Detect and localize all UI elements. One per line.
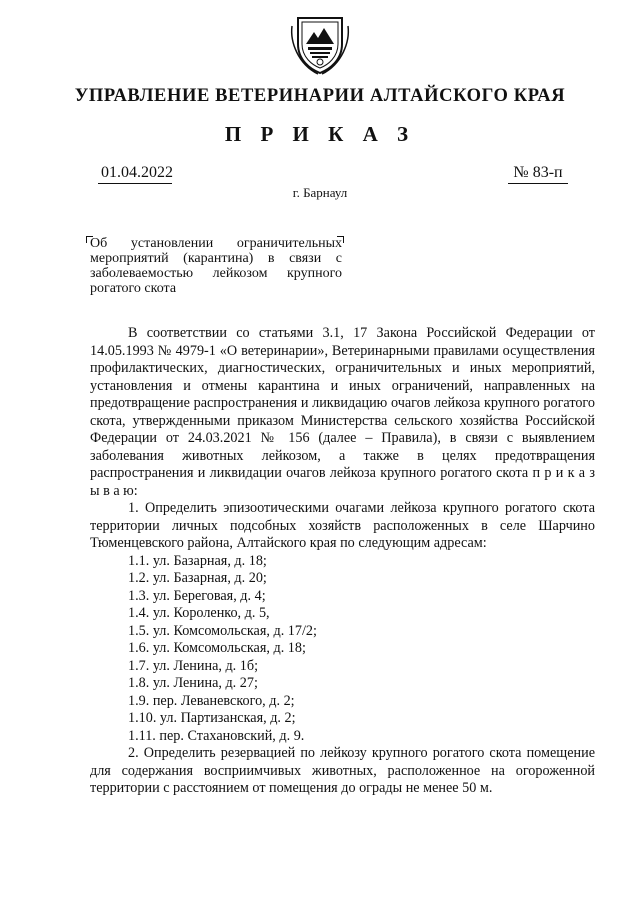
item-1-paragraph: 1. Определить эпизоотическими очагами лейкоза крупного рогатого скота территории личных подсобных хозяйств расположенных в селе Шарчино Тюменцевского района, Алтайского края по следующим адресам: (90, 500, 595, 551)
order-number: № 83-п (508, 164, 568, 184)
address-item: 1.2. ул. Базарная, д. 20; (128, 570, 267, 586)
address-item: 1.11. пер. Стахановский, д. 9. (128, 727, 305, 744)
address-item: 1.5. ул. Комсомольская, д. 17/2; (128, 622, 317, 639)
address-item: 1.4. ул. Короленко, д. 5, (128, 605, 270, 621)
city-name: г. Барнаул (292, 185, 348, 200)
organization-name: УПРАВЛЕНИЕ ВЕТЕРИНАРИИ АЛТАЙСКОГО КРАЯ (74, 86, 566, 106)
address-item: 1.8. ул. Ленина, д. 27; (128, 675, 258, 691)
order-subject: Об установлении ограничительных мероприятий (карантина) в связи с заболеваемостью лейкозом крупного рогатого скота (90, 236, 342, 296)
document-type-title: П Р И К А З (224, 122, 416, 146)
order-date: 01.04.2022 (98, 164, 172, 184)
address-item: 1.1. ул. Базарная, д. 18; (128, 552, 267, 569)
address-item: 1.9. пер. Леваневского, д. 2; (128, 692, 295, 709)
address-list (90, 553, 595, 746)
order-body (90, 325, 595, 798)
address-item: 1.7. ул. Ленина, д. 1б; (128, 657, 259, 674)
item-2-paragraph: 2. Определить резервацией по лейкозу крупного рогатого скота помещение для содержания восприимчивых животных, расположенное на огороженной территории с расстоянием от помещения до ограды не менее 50 м. (90, 745, 595, 796)
address-item: 1.3. ул. Береговая, д. 4; (128, 587, 266, 604)
preamble-paragraph: В соответствии со статьями 3.1, 17 Закона Российской Федерации от 14.05.1993 № 4979-1 «О ветеринарии», Ветеринарными правилами осуществления профилактических, диагностических, ограничительных и иных мероприятий, установления и отмены карантина и иных ограничений, направленных на предотвращение распространения и ликвидацию очагов лейкоза крупного рогатого скота, утвержденными приказом Министерства сельского хозяйства Российской Федерации от 24.03.2021 № 156 (далее – Правила), в связи с выявлением заболевания животных лейкозом, а также в целях предотвращения распространения и ликвидации очагов лейкоза крупного рогатого скота п р и к а з ы в а ю: (90, 325, 595, 499)
coat-of-arms-icon (288, 14, 352, 76)
address-item: 1.6. ул. Комсомольская, д. 18; (128, 640, 306, 656)
address-item: 1.10. ул. Партизанская, д. 2; (128, 710, 296, 726)
